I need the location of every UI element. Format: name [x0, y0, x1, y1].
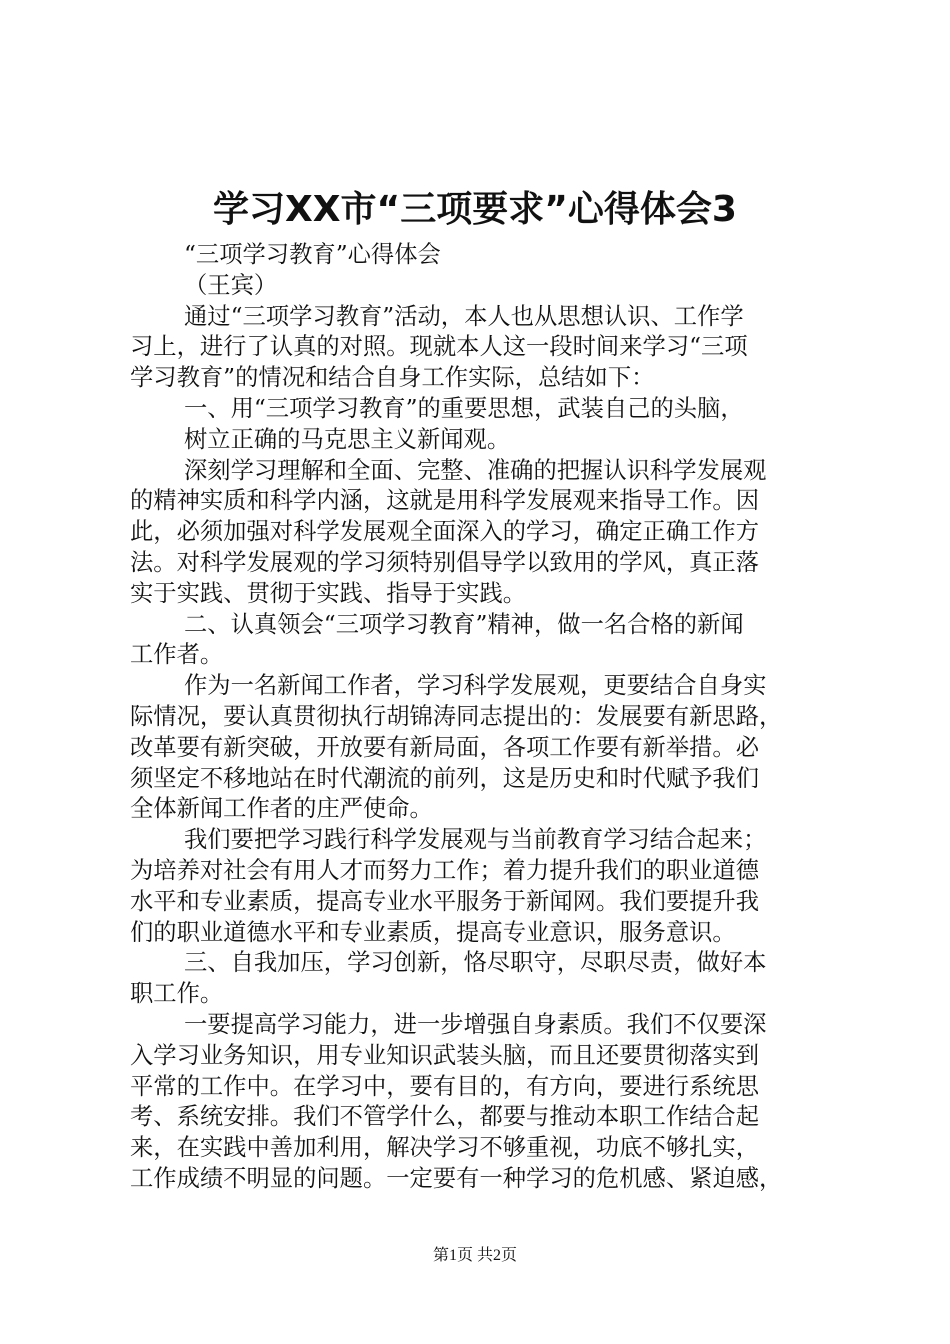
text-line: 实于实践、贯彻于实践、指导于实践。	[130, 579, 527, 607]
page-footer: 第1页 共2页	[432, 1247, 517, 1264]
text-line: 们的职业道德水平和专业素质，提高专业意识，服务意识。	[130, 918, 736, 946]
text-line: 通过“三项学习教育”活动，本人也从思想认识、工作学	[184, 302, 744, 330]
text-line: 职工作。	[130, 980, 224, 1008]
text-line: 为培养对社会有用人才而努力工作；着力提升我们的职业道德	[130, 856, 760, 884]
text-line: 工作成绩不明显的问题。一定要有一种学习的危机感、紧迫感，	[130, 1164, 783, 1192]
text-line: 平常的工作中。在学习中，要有目的，有方向，要进行系统思	[130, 1072, 760, 1100]
text-line: 的精神实质和科学内涵，这就是用科学发展观来指导工作。因	[130, 487, 760, 515]
text-line: 须坚定不移地站在时代潮流的前列，这是历史和时代赋予我们	[130, 764, 760, 792]
text-line: （王宾）	[184, 271, 278, 299]
text-line: 学习教育”的情况和结合自身工作实际，总结如下：	[130, 364, 655, 392]
text-line: 法。对科学发展观的学习须特别倡导学以致用的学风，真正落	[130, 548, 760, 576]
text-line: 深刻学习理解和全面、完整、准确的把握认识科学发展观	[184, 456, 767, 484]
text-line: 考、系统安排。我们不管学什么，都要与推动本职工作结合起	[130, 1103, 760, 1131]
text-line: 入学习业务知识，用专业知识武装头脑，而且还要贯彻落实到	[130, 1041, 760, 1069]
document-title: 学习XX市“三项要求”心得体会3	[213, 189, 737, 230]
text-line: 习上，进行了认真的对照。现就本人这一段时间来学习“三项	[130, 333, 748, 361]
text-line: 际情况，要认真贯彻执行胡锦涛同志提出的：发展要有新思路，	[130, 702, 783, 730]
text-line: 二、认真领会“三项学习教育”精神，做一名合格的新闻	[184, 610, 744, 638]
text-line: 我们要把学习践行科学发展观与当前教育学习结合起来；	[184, 826, 767, 854]
text-line: 工作者。	[130, 641, 224, 669]
text-line: 作为一名新闻工作者，学习科学发展观，更要结合自身实	[184, 672, 767, 700]
text-line: 此，必须加强对科学发展观全面深入的学习，确定正确工作方	[130, 518, 760, 546]
text-line: 水平和专业素质，提高专业水平服务于新闻网。我们要提升我	[130, 887, 760, 915]
text-line: 树立正确的马克思主义新闻观。	[184, 425, 511, 453]
text-line: 一要提高学习能力，进一步增强自身素质。我们不仅要深	[184, 1010, 767, 1038]
text-line: 改革要有新突破，开放要有新局面，各项工作要有新举措。必	[130, 733, 760, 761]
text-line: 一、用“三项学习教育”的重要思想，武装自己的头脑，	[184, 394, 744, 422]
text-line: “三项学习教育”心得体会	[184, 241, 441, 268]
document-body	[130, 240, 830, 1195]
text-line: 三、自我加压，学习创新，恪尽职守，尽职尽责，做好本	[184, 949, 767, 977]
text-line: 来，在实践中善加利用，解决学习不够重视，功底不够扎实，	[130, 1134, 760, 1162]
text-line: 全体新闻工作者的庄严使命。	[130, 795, 433, 823]
